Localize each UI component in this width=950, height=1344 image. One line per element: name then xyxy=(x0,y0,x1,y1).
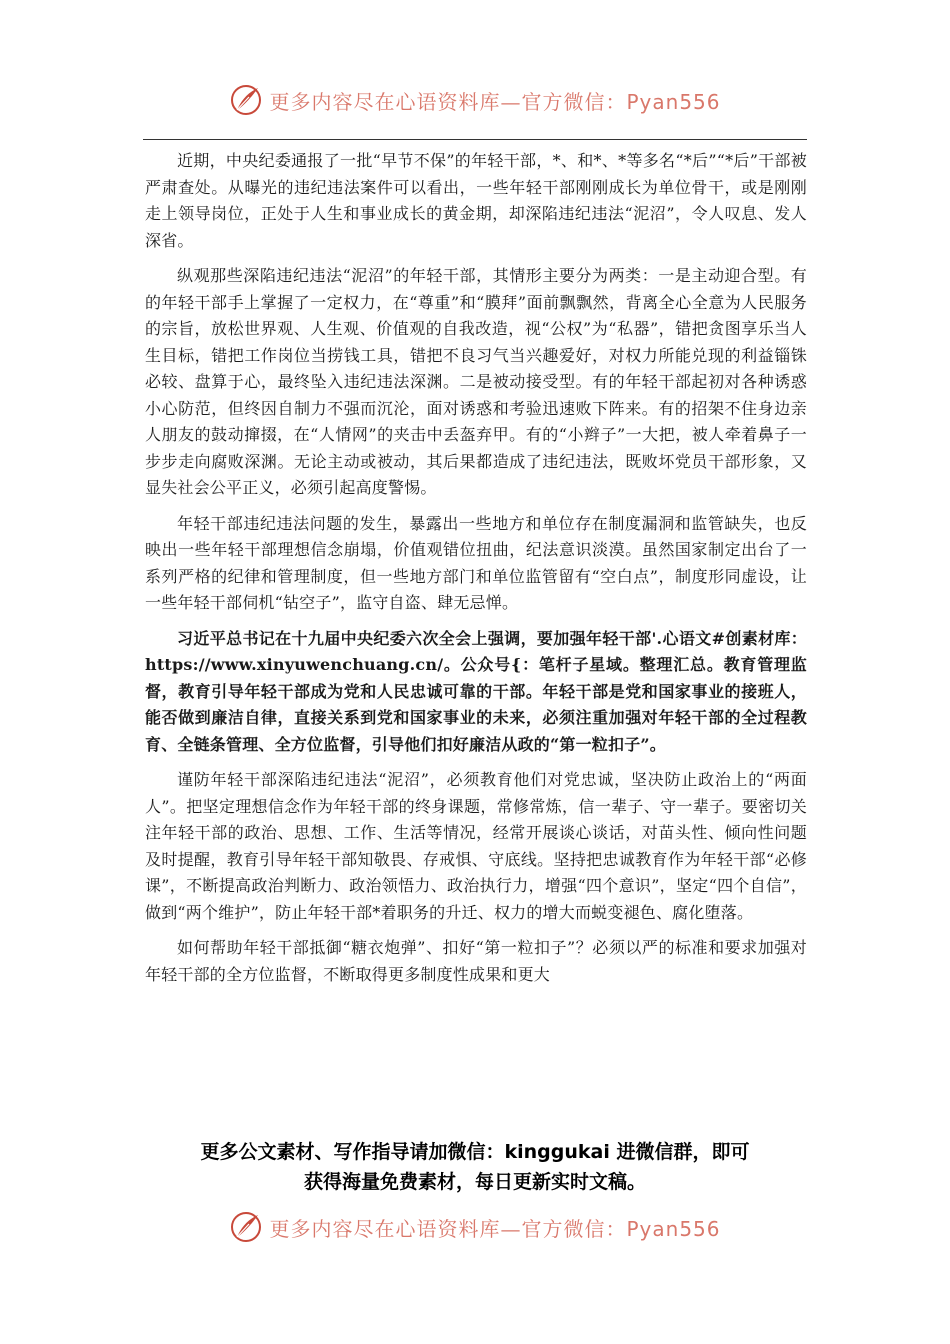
header-brand-id: Pyan556 xyxy=(626,89,721,114)
feather-pen-icon xyxy=(229,1210,263,1244)
header-brand-cn: 更多内容尽在心语资料库—官方微信： xyxy=(269,89,627,114)
paragraph-2: 纵观那些深陷违纪违法“泥沼”的年轻干部，其情形主要分为两类：一是主动迎合型。有的年轻干部手上掌握了一定权力，在“尊重”和“膜拜”面前飘飘然，背离全心全意为人民服务的宗旨，放松世界观、人生观、价值观的自我改造，视“公权”为“私器”，错把贪图享乐当人生目标，错把工作岗位当捞钱工具，错把不良习气当兴趣爱好，对权力所能兑现的利益锱铢必较、盘算于心，最终坠入违纪违法深渊。二是被动接受型。有的年轻干部起初对各种诱惑小心防范，但终因自制力不强而沉沦，面对诱惑和考验迅速败下阵来。有的招架不住身边亲人朋友的鼓动撺掇，在“人情网”的夹击中丢盔弃甲。有的“小辫子”一大把，被人牵着鼻子一步步走向腐败深渊。无论主动或被动，其后果都造成了违纪违法，既败坏党员干部形象，又显失社会公平正义，必须引起高度警惕。 xyxy=(145,266,807,497)
header-brand-text xyxy=(269,86,720,115)
promo-line-1: 更多公文素材、写作指导请加微信：kinggukai 进微信群，即可 xyxy=(200,1141,750,1163)
paragraph-1: 近期，中央纪委通报了一批“早节不保”的年轻干部，*、和*、*等多名“*后”“*后”干部被严肃查处。从曝光的违纪违法案件可以看出，一些年轻干部刚刚成长为单位骨干，或是刚刚走上领导岗位，正处于人生和事业成长的黄金期，却深陷违纪违法“泥沼”，令人叹息、发人深省。 xyxy=(145,151,807,250)
header-brand xyxy=(0,80,950,120)
paragraph-4: 习近平总书记在十九届中央纪委六次全会上强调，要加强年轻干部'.心语文#创素材库：https://www.xinyuwenchuang.cn/。公众号{：笔杆子星域。整理汇总。教育管理监督，教育引导年轻干部成为党和人民忠诚可靠的干部。年轻干部是党和国家事业的接班人，能否做到廉洁自律，直接关系到党和国家事业的未来，必须注重加强对年轻干部的全过程教育、全链条管理、全方位监督，引导他们扣好廉洁从政的“第一粒扣子”。 xyxy=(145,628,807,754)
footer-brand-id: Pyan556 xyxy=(626,1216,721,1241)
promo-notice xyxy=(120,1137,830,1197)
article-body xyxy=(145,148,807,1112)
footer-brand-text xyxy=(269,1213,720,1242)
footer-brand-cn: 更多内容尽在心语资料库—官方微信： xyxy=(269,1216,627,1241)
feather-pen-icon xyxy=(229,83,263,117)
paragraph-5: 谨防年轻干部深陷违纪违法“泥沼”，必须教育他们对党忠诚，坚决防止政治上的“两面人”。把坚定理想信念作为年轻干部的终身课题，常修常炼，信一辈子、守一辈子。要密切关注年轻干部的政治、思想、工作、生活等情况，经常开展谈心谈话，对苗头性、倾向性问题及时提醒，教育引导年轻干部知敬畏、存戒惧、守底线。坚持把忠诚教育作为年轻干部“必修课”，不断提高政治判断力、政治领悟力、政治执行力，增强“四个意识”，坚定“四个自信”，做到“两个维护”，防止年轻干部*着职务的升迁、权力的增大而蜕变褪色、腐化堕落。 xyxy=(145,770,807,922)
paragraph-6: 如何帮助年轻干部抵御“糖衣炮弹”、扣好“第一粒扣子”？必须以严的标准和要求加强对年轻干部的全方位监督，不断取得更多制度性成果和更大 xyxy=(145,938,807,984)
paragraph-3: 年轻干部违纪违法问题的发生，暴露出一些地方和单位存在制度漏洞和监管缺失，也反映出一些年轻干部理想信念崩塌，价值观错位扭曲，纪法意识淡漠。虽然国家制定出台了一系列严格的纪律和管理制度，但一些地方部门和单位监管留有“空白点”，制度形同虚设，让一些年轻干部伺机“钻空子”，监守自盗、肆无忌惮。 xyxy=(145,513,807,612)
header-divider xyxy=(143,139,807,140)
promo-line-2: 获得海量免费素材，每日更新实时文稿。 xyxy=(303,1171,646,1193)
footer-brand xyxy=(0,1207,950,1247)
